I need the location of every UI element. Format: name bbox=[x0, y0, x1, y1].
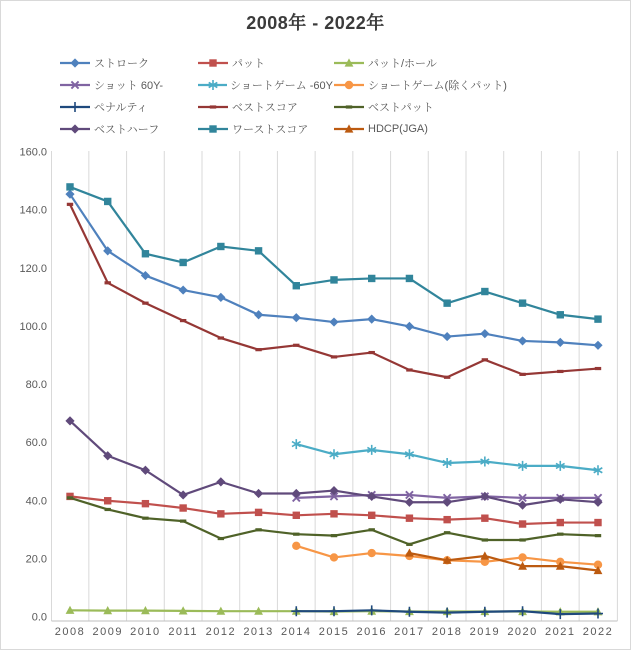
legend-label: ストローク bbox=[94, 58, 149, 70]
legend-label: ショートゲーム(除くパット) bbox=[368, 80, 507, 92]
y-tick-label: 0.0 bbox=[31, 611, 47, 624]
y-tick-label: 20.0 bbox=[25, 553, 47, 566]
series-ベストスコア bbox=[67, 203, 601, 379]
x-tick-label: 2013 bbox=[243, 626, 274, 638]
series-ストローク bbox=[65, 190, 602, 350]
y-tick-label: 80.0 bbox=[25, 379, 47, 392]
x-tick-label: 2011 bbox=[168, 626, 198, 638]
x-tick-label: 2021 bbox=[545, 626, 576, 638]
x-tick-label: 2017 bbox=[394, 626, 425, 638]
y-tick-label: 100.0 bbox=[19, 320, 47, 333]
series-ショートゲーム(除くパット) bbox=[292, 542, 602, 569]
legend-label: ベストパット bbox=[368, 102, 434, 114]
chart-title: 2008年 - 2022年 bbox=[246, 13, 385, 33]
y-tick-label: 60.0 bbox=[25, 437, 47, 450]
y-axis-labels bbox=[19, 147, 47, 624]
legend-label: パット bbox=[232, 58, 265, 70]
legend-label: ペナルティ bbox=[94, 102, 148, 114]
legend-label: ベストハーフ bbox=[94, 124, 160, 136]
x-tick-label: 2019 bbox=[469, 626, 501, 638]
legend-label: ショートゲーム -60Y bbox=[230, 80, 333, 92]
y-tick-label: 160.0 bbox=[19, 146, 47, 159]
series-ショートゲーム -60Y bbox=[292, 439, 602, 475]
gridlines bbox=[52, 151, 618, 621]
y-tick-label: 120.0 bbox=[19, 262, 47, 275]
plot-area bbox=[1, 1, 630, 649]
y-tick-label: 40.0 bbox=[25, 495, 47, 508]
legend-label: ワーストスコア bbox=[232, 124, 309, 136]
x-axis-labels bbox=[55, 626, 613, 638]
x-tick-label: 2012 bbox=[205, 626, 237, 638]
x-tick-label: 2022 bbox=[582, 626, 614, 638]
x-tick-label: 2014 bbox=[281, 626, 312, 638]
y-tick-label: 140.0 bbox=[19, 204, 47, 217]
legend-label: ショット 60Y- bbox=[94, 80, 164, 92]
legend-label: ベストスコア bbox=[232, 102, 298, 114]
legend-label: HDCP(JGA) bbox=[368, 123, 428, 135]
legend-label: パット/ホール bbox=[368, 58, 437, 70]
x-tick-label: 2015 bbox=[318, 626, 350, 638]
x-tick-label: 2009 bbox=[92, 626, 123, 638]
x-tick-label: 2010 bbox=[130, 626, 161, 638]
x-tick-label: 2020 bbox=[507, 626, 538, 638]
x-tick-label: 2016 bbox=[356, 626, 387, 638]
x-tick-label: 2008 bbox=[54, 626, 86, 638]
x-tick-label: 2018 bbox=[431, 626, 463, 638]
